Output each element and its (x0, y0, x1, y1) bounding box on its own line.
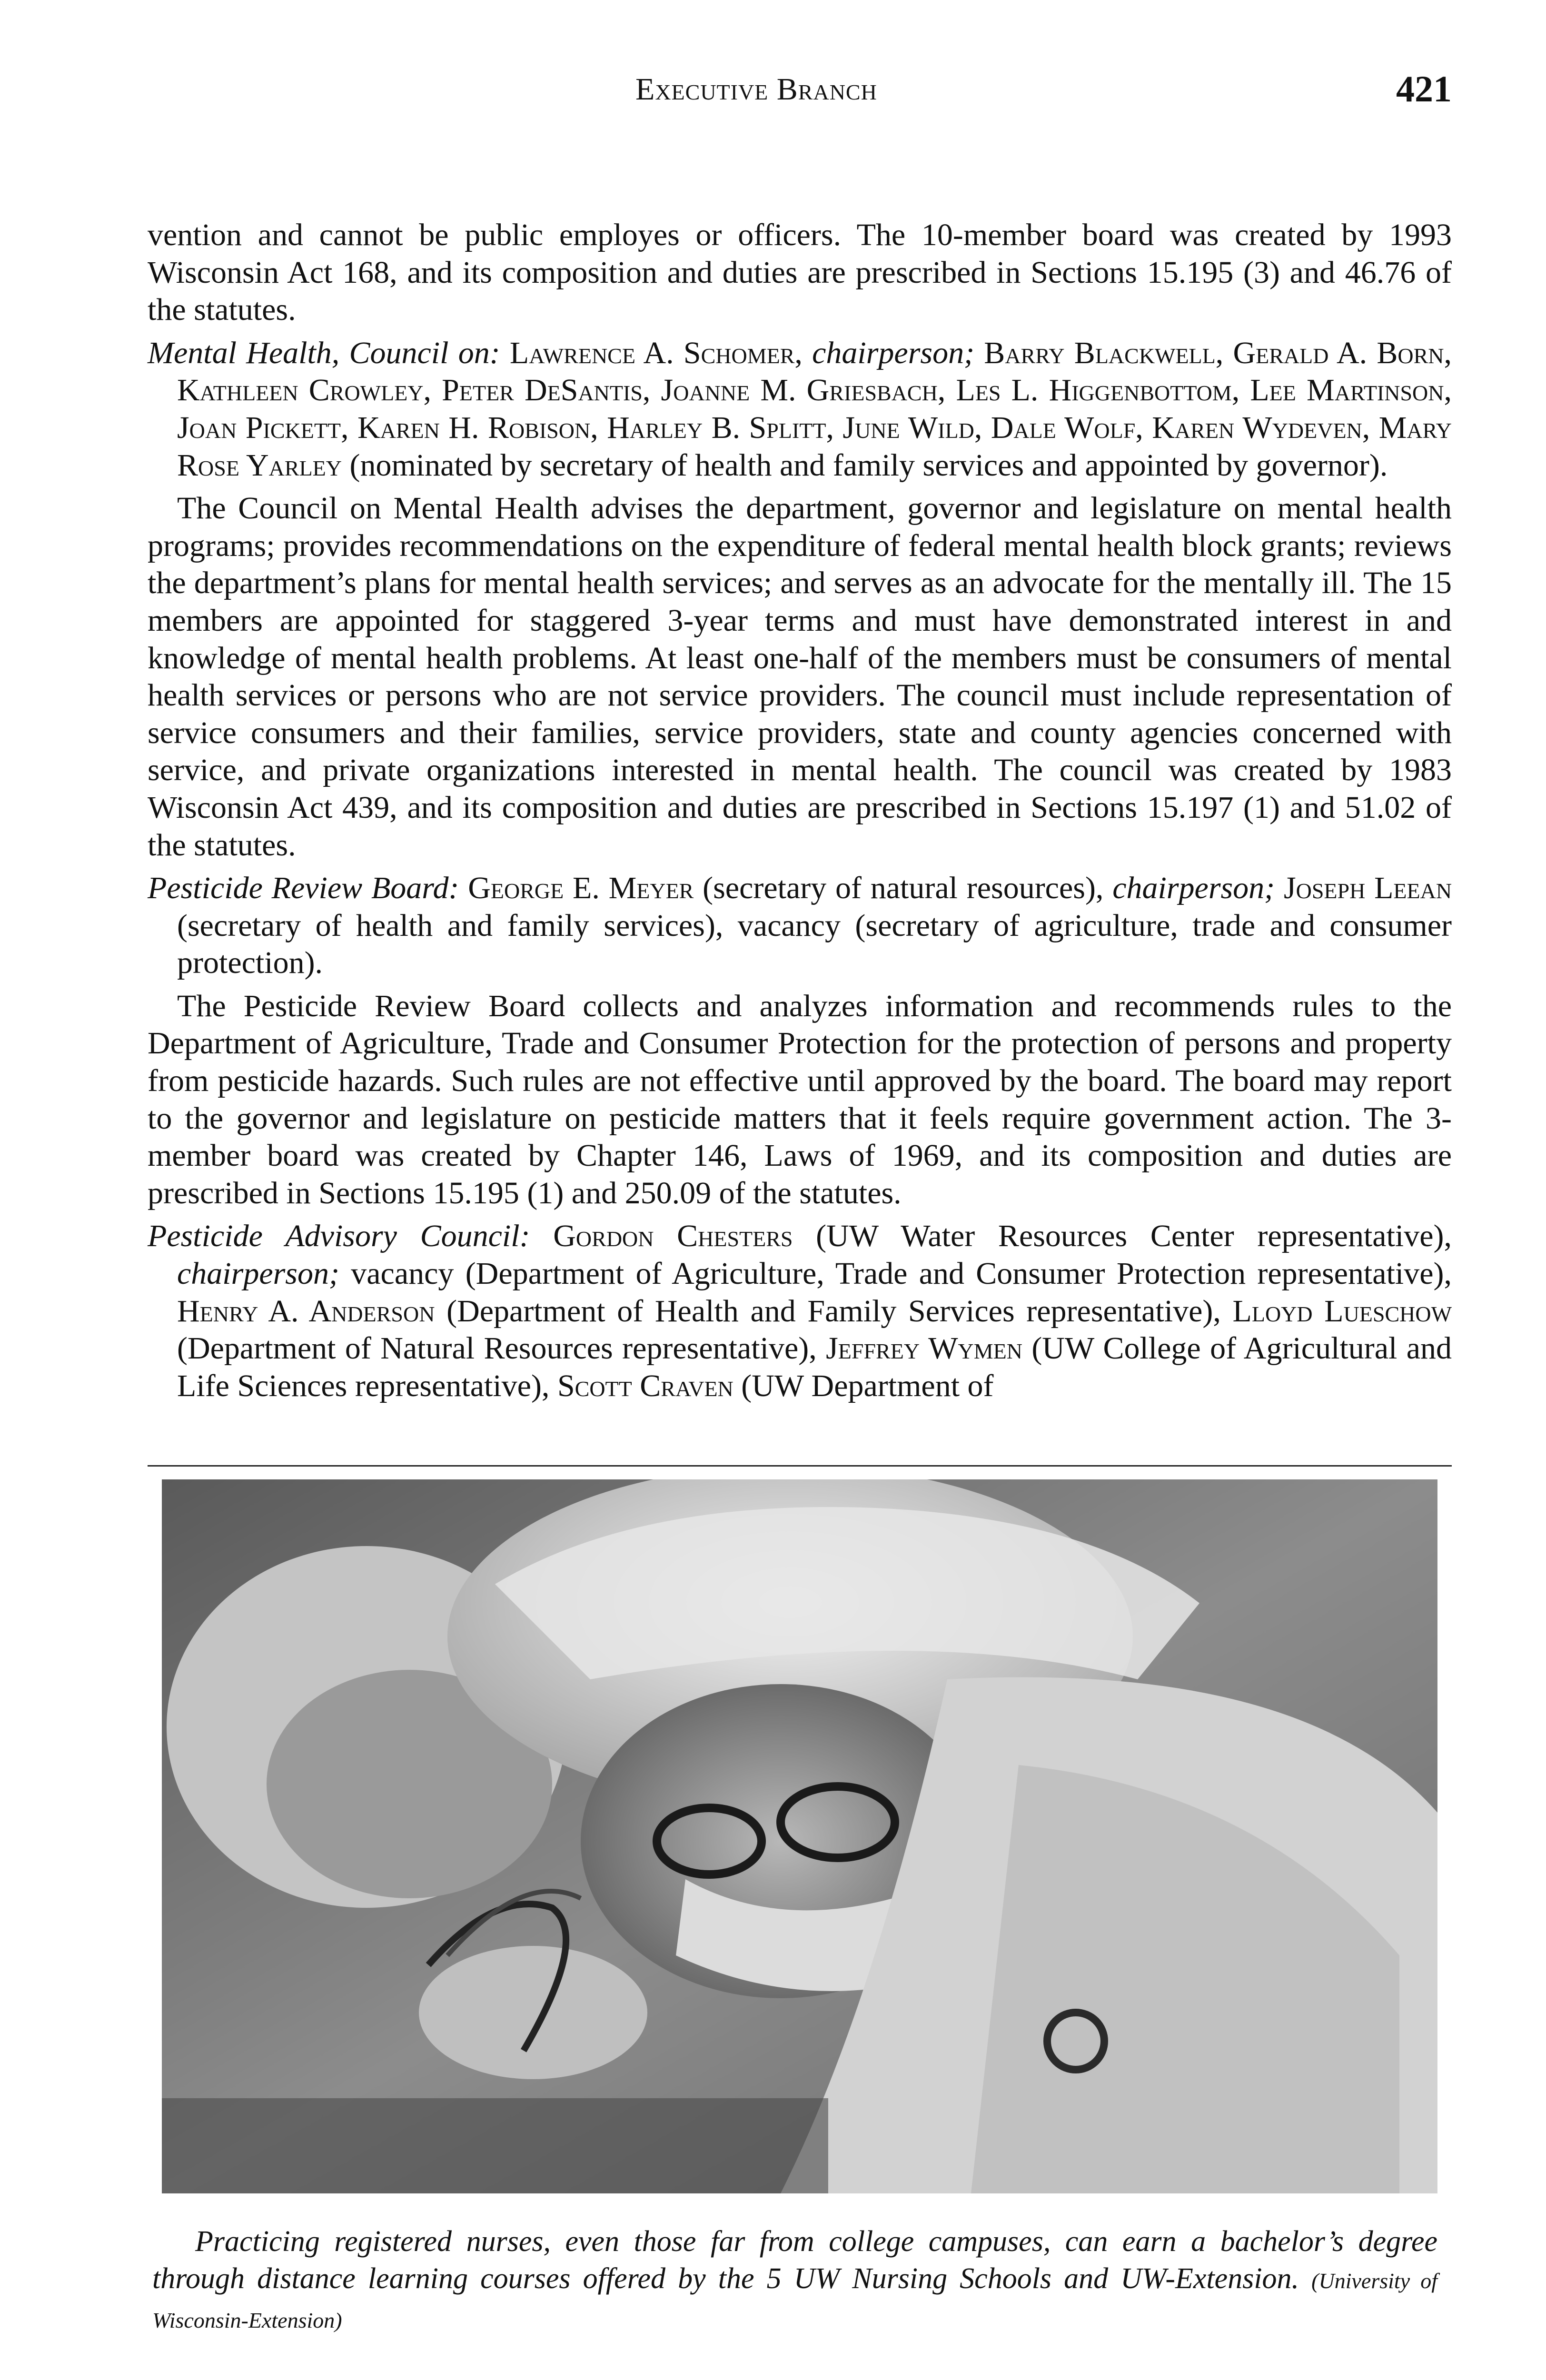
pesticide-review-entry (148, 870, 1452, 982)
mental-health-members: Barry Blackwell, Gerald A. Born, Kathleen Crowley, Peter DeSantis, Joanne M. Griesbach, Les L. Higgenbottom, Lee Martinson, Joan Pickett, Karen H. Robison, Harley B. Splitt, June Wild, Dale Wolf, Karen Wydeven, Mary Rose Yarley (177, 335, 1452, 483)
nurse-photo-image (162, 1479, 1437, 2193)
pesticide-advisory-chair: Gordon Chesters (553, 1219, 793, 1254)
pesticide-advisory-member-3-note: (UW College of Agricultural and Life Sciences representative), (177, 1331, 1452, 1403)
pesticide-advisory-member-4: Scott Craven (557, 1368, 733, 1403)
mental-health-entry: Mental Health, Council on: Lawrence A. Schomer, chairperson; Barry Blackwell, Gerald A. Born, Kathleen Crowley, Peter DeSantis, Joanne M. Griesbach, Les L. Higgenbottom, Lee Martinson, Joan Pickett, Karen H. Robison, Harley B. Splitt, June Wild, Dale Wolf, Karen Wydeven, Mary Rose Yarley (nominated by secretary of health and family services and appointed by governor). (148, 335, 1452, 483)
pesticide-review-title: Pesticide Review Board: (148, 871, 459, 906)
running-head (635, 71, 877, 108)
section-divider (148, 1465, 1452, 1467)
page-number: 421 (1396, 68, 1452, 109)
pesticide-advisory-member-1-note: (Department of Health and Family Services representative), (446, 1293, 1221, 1329)
pesticide-advisory-member-2-note: (Department of Natural Resources representative), (177, 1331, 817, 1366)
section-title: Executive Branch (635, 72, 877, 107)
mental-health-chair: Lawrence A. Schomer (509, 335, 795, 370)
intro-paragraph: vention and cannot be public employes or officers. The 10-member board was created by 1993 Wisconsin Act 168, and its composition and duties are prescribed in Sections 15.195 (3) and 46.76 of the statutes. (148, 218, 1452, 327)
mental-health-title: Mental Health, Council on: (148, 335, 500, 370)
pesticide-review-chair: George E. Meyer (468, 871, 694, 906)
pesticide-review-member: Joseph Leean (1283, 871, 1452, 906)
pesticide-advisory-chair-role: chairperson; (177, 1256, 339, 1291)
pesticide-review-description: The Pesticide Review Board collects and analyzes information and recommends rules to the Department of Agriculture, Trade and Consumer Protection for the protection of persons and property from pesticide hazards. Such rules are not effective until approved by the board. The board may report to the governor and legislature on pesticide matters that it feels require government action. The 3-member board was created by Chapter 146, Laws of 1969, and its composition and duties are prescribed in Sections 15.195 (1) and 250.09 of the statutes. (148, 988, 1452, 1210)
pesticide-advisory-member-3: Jeffrey Wymen (826, 1331, 1022, 1366)
photo-caption (152, 2223, 1437, 2339)
mental-health-note: (nominated by secretary of health and family services and appointed by governor). (349, 447, 1388, 483)
pesticide-advisory-chair-note: (UW Water Resources Center representative), (816, 1219, 1452, 1254)
mental-health-chair-role: chairperson; (812, 335, 975, 370)
nurse-photo (162, 1479, 1437, 2193)
pesticide-advisory-entry (148, 1218, 1452, 1405)
pesticide-advisory-title: Pesticide Advisory Council: (148, 1219, 530, 1254)
pesticide-advisory-member-1: Henry A. Anderson (177, 1293, 435, 1329)
pesticide-review-chair-role: chairperson; (1112, 871, 1275, 906)
mental-health-description: The Council on Mental Health advises the department, governor and legislature on mental health programs; provides recommendations on the expenditure of federal mental health block grants; reviews the department’s plans for mental health services; and serves as an advocate for the mentally ill. The 15 members are appointed for staggered 3-year terms and must have demonstrated interest in and knowledge of mental health problems. At least one-half of the members must be consumers of mental health services or persons who are not service providers. The council must include representation of service consumers and their families, service providers, state and county agencies concerned with service, and private organizations interested in mental health. The council was created by 1983 Wisconsin Act 439, and its composition and duties are prescribed in Sections 15.197 (1) and 51.02 of the statutes. (148, 491, 1452, 863)
pesticide-advisory-member-4-note: (UW Department of (741, 1368, 994, 1403)
pesticide-review-member-note: (secretary of health and family services), vacancy (secretary of agriculture, trade and consumer protection). (177, 908, 1452, 981)
pesticide-advisory-vacancy: vacancy (Department of Agriculture, Trade and Consumer Protection representative), (351, 1256, 1452, 1291)
pesticide-review-chair-note: (secretary of natural resources), (703, 871, 1104, 906)
page-body (148, 217, 1452, 1407)
caption-credit: (University of Wisconsin-Extension) (152, 2269, 1438, 2332)
pesticide-advisory-member-2: Lloyd Lueschow (1232, 1293, 1452, 1329)
caption-text: Practicing registered nurses, even those far from college campuses, can earn a bachelor’s degree through distance learning courses offered by the 5 UW Nursing Schools and UW-Extension. (152, 2225, 1437, 2295)
